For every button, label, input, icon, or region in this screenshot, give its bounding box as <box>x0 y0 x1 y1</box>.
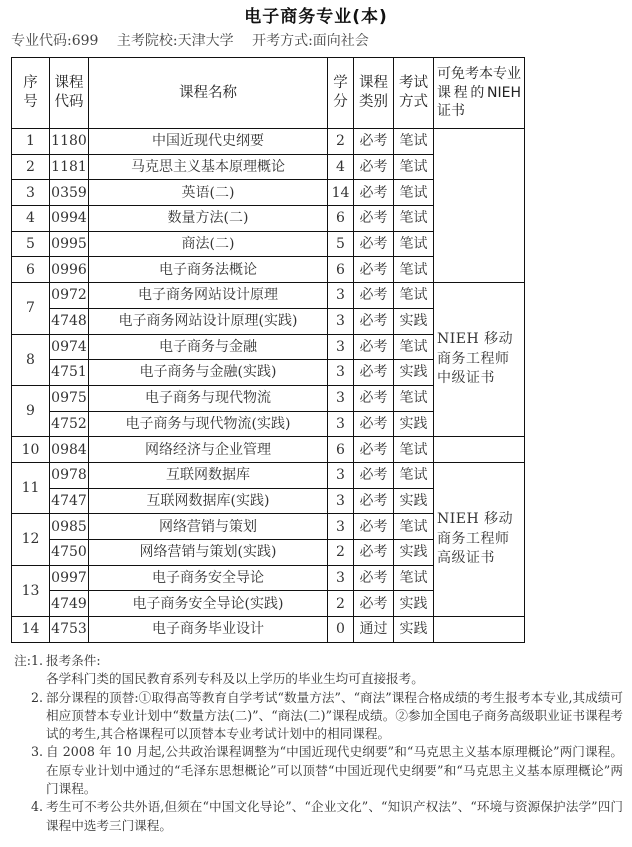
major-code: 专业代码:699 <box>11 33 99 49</box>
cell-type: 必考 <box>354 411 394 437</box>
cell-credit: 3 <box>328 462 354 488</box>
cell-type: 必考 <box>354 206 394 232</box>
cell-seq: 10 <box>12 437 50 463</box>
cell-seq: 4 <box>12 206 50 232</box>
cell-exam: 实践 <box>394 308 434 334</box>
cell-exam: 实践 <box>394 488 434 514</box>
header-seq: 序号 <box>12 58 50 129</box>
cell-exam: 笔试 <box>394 231 434 257</box>
cell-code: 0975 <box>50 385 89 411</box>
cell-code: 0972 <box>50 283 89 309</box>
table-row <box>12 462 525 488</box>
cell-type: 必考 <box>354 514 394 540</box>
cell-code: 0359 <box>50 180 89 206</box>
cell-name: 电子商务网站设计原理(实践) <box>89 308 328 334</box>
cell-name: 互联网数据库(实践) <box>89 488 328 514</box>
cell-name: 商法(二) <box>89 231 328 257</box>
cell-credit: 5 <box>328 231 354 257</box>
cell-seq: 13 <box>12 565 50 616</box>
cell-name: 电子商务与金融(实践) <box>89 360 328 386</box>
cell-seq: 3 <box>12 180 50 206</box>
cell-credit: 3 <box>328 334 354 360</box>
cell-code: 4751 <box>50 360 89 386</box>
cell-code: 0997 <box>50 565 89 591</box>
course-plan-table <box>11 57 525 643</box>
cell-code: 0978 <box>50 462 89 488</box>
cell-type: 必考 <box>354 385 394 411</box>
cell-type: 必考 <box>354 462 394 488</box>
table-row <box>12 617 525 643</box>
cell-name: 网络营销与策划(实践) <box>89 540 328 566</box>
header-code: 课程代码 <box>50 58 89 129</box>
cell-name: 电子商务毕业设计 <box>89 617 328 643</box>
cell-code: 4753 <box>50 617 89 643</box>
cell-credit: 0 <box>328 617 354 643</box>
cell-code: 0994 <box>50 206 89 232</box>
cell-type: 必考 <box>354 334 394 360</box>
cell-name: 电子商务与现代物流 <box>89 385 328 411</box>
cell-exam: 笔试 <box>394 154 434 180</box>
cell-type: 必考 <box>354 360 394 386</box>
cell-exam: 笔试 <box>394 129 434 155</box>
cell-cert-empty <box>434 617 525 643</box>
cell-credit: 3 <box>328 565 354 591</box>
table-header-row <box>12 58 525 129</box>
cell-seq: 9 <box>12 385 50 436</box>
cell-type: 必考 <box>354 308 394 334</box>
cell-cert-empty <box>434 129 525 283</box>
cell-credit: 3 <box>328 360 354 386</box>
table-row <box>12 129 525 155</box>
cell-type: 必考 <box>354 231 394 257</box>
cell-name: 电子商务安全导论(实践) <box>89 591 328 617</box>
cell-name: 马克思主义基本原理概论 <box>89 154 328 180</box>
cell-exam: 笔试 <box>394 437 434 463</box>
cell-exam: 笔试 <box>394 565 434 591</box>
cell-type: 必考 <box>354 488 394 514</box>
cell-exam: 笔试 <box>394 257 434 283</box>
cell-code: 4749 <box>50 591 89 617</box>
cell-credit: 2 <box>328 591 354 617</box>
cell-code: 0984 <box>50 437 89 463</box>
cell-name: 网络经济与企业管理 <box>89 437 328 463</box>
cell-exam: 笔试 <box>394 462 434 488</box>
cell-exam: 实践 <box>394 591 434 617</box>
cell-exam: 笔试 <box>394 283 434 309</box>
cell-type: 通过 <box>354 617 394 643</box>
cell-credit: 3 <box>328 385 354 411</box>
cell-name: 英语(二) <box>89 180 328 206</box>
cell-credit: 3 <box>328 411 354 437</box>
cell-seq: 2 <box>12 154 50 180</box>
cell-type: 必考 <box>354 129 394 155</box>
note-1-heading: 报考条件: <box>46 653 101 668</box>
notes-prefix: 注: <box>14 653 31 668</box>
cell-type: 必考 <box>354 540 394 566</box>
cell-name: 中国近现代史纲要 <box>89 129 328 155</box>
cell-credit: 6 <box>328 437 354 463</box>
cell-code: 4752 <box>50 411 89 437</box>
header-type: 课程类别 <box>354 58 394 129</box>
header-credit: 学分 <box>328 58 354 129</box>
cell-type: 必考 <box>354 154 394 180</box>
note-4-body: 考生可不考公共外语,但须在“中国文化导论”、“企业文化”、“知识产权法”、“环境与资源保护法学”四门课程中选考三门课程。 <box>46 799 623 833</box>
cell-exam: 笔试 <box>394 385 434 411</box>
note-2: 2. 部分课程的顶替:①取得高等教育自学考试“数量方法”、“商法”课程合格成绩的考生报考本专业,其成绩可相应顶替本专业计划中“数量方法(二)”、“商法(二)”课程成绩。②参加全国电子商务高级职业证书课程考试的考生,其合格课程可以顶替本专业考试计划中的相同课程。 <box>11 689 623 744</box>
cell-code: 4747 <box>50 488 89 514</box>
cell-credit: 3 <box>328 488 354 514</box>
cell-type: 必考 <box>354 283 394 309</box>
cell-name: 电子商务网站设计原理 <box>89 283 328 309</box>
cell-exam: 实践 <box>394 360 434 386</box>
cell-credit: 6 <box>328 257 354 283</box>
cell-exam: 实践 <box>394 540 434 566</box>
cell-credit: 14 <box>328 180 354 206</box>
cell-type: 必考 <box>354 591 394 617</box>
exam-school: 主考院校:天津大学 <box>116 33 234 49</box>
major-meta <box>11 30 383 50</box>
cell-cert-advanced: NIEH 移动商务工程师高级证书 <box>434 462 525 616</box>
header-exam: 考试方式 <box>394 58 434 129</box>
cell-code: 4750 <box>50 540 89 566</box>
cell-code: 1181 <box>50 154 89 180</box>
cell-code: 0985 <box>50 514 89 540</box>
cell-type: 必考 <box>354 565 394 591</box>
cell-name: 电子商务与现代物流(实践) <box>89 411 328 437</box>
cell-type: 必考 <box>354 257 394 283</box>
cell-credit: 3 <box>328 308 354 334</box>
note-3: 3. 自 2008 年 10 月起,公共政治课程调整为“中国近现代史纲要”和“马克思主义基本原理概论”两门课程。在原专业计划中通过的“毛泽东思想概论”可以顶替“中国近现代史纲要”和“马克思主义基本原理概论”两门课程。 <box>11 743 623 798</box>
cell-name: 电子商务法概论 <box>89 257 328 283</box>
cell-seq: 12 <box>12 514 50 565</box>
cell-code: 0974 <box>50 334 89 360</box>
cell-exam: 笔试 <box>394 180 434 206</box>
cell-seq: 6 <box>12 257 50 283</box>
cell-credit: 6 <box>328 206 354 232</box>
table-row <box>12 283 525 309</box>
cell-code: 0996 <box>50 257 89 283</box>
note-4: 4. 考生可不考公共外语,但须在“中国文化导论”、“企业文化”、“知识产权法”、“环境与资源保护法学”四门课程中选考三门课程。 <box>11 798 623 835</box>
cell-code: 1180 <box>50 129 89 155</box>
cell-credit: 4 <box>328 154 354 180</box>
cell-name: 互联网数据库 <box>89 462 328 488</box>
cell-name: 电子商务安全导论 <box>89 565 328 591</box>
note-1-body: 各学科门类的国民教育系列专科及以上学历的毕业生均可直接报考。 <box>46 671 424 687</box>
cell-code: 0995 <box>50 231 89 257</box>
cell-exam: 笔试 <box>394 334 434 360</box>
cell-seq: 7 <box>12 283 50 334</box>
cell-cert-empty <box>434 437 525 463</box>
cell-type: 必考 <box>354 437 394 463</box>
notes-section <box>11 652 623 835</box>
cell-seq: 14 <box>12 617 50 643</box>
header-name: 课程名称 <box>89 58 328 129</box>
note-1: 注:1. 报考条件: <box>11 652 623 670</box>
exam-mode: 开考方式:面向社会 <box>252 33 369 49</box>
cell-seq: 8 <box>12 334 50 385</box>
cell-seq: 11 <box>12 462 50 513</box>
cell-type: 必考 <box>354 180 394 206</box>
cell-name: 电子商务与金融 <box>89 334 328 360</box>
cell-exam: 实践 <box>394 411 434 437</box>
cell-credit: 3 <box>328 514 354 540</box>
cell-exam: 笔试 <box>394 514 434 540</box>
cell-exam: 实践 <box>394 617 434 643</box>
cell-credit: 2 <box>328 540 354 566</box>
cell-cert-intermediate: NIEH 移动商务工程师中级证书 <box>434 283 525 437</box>
header-cert: 可免考本专业课程的NIEH证书 <box>434 58 525 129</box>
cell-name: 数量方法(二) <box>89 206 328 232</box>
cell-credit: 2 <box>328 129 354 155</box>
cell-exam: 笔试 <box>394 206 434 232</box>
note-2-body: 部分课程的顶替:①取得高等教育自学考试“数量方法”、“商法”课程合格成绩的考生报考本专业,其成绩可相应顶替本专业计划中“数量方法(二)”、“商法(二)”课程成绩。②参加全国电子商务高级职业证书课程考试的考生,其合格课程可以顶替本专业考试计划中的相同课程。 <box>46 689 623 742</box>
cell-credit: 3 <box>328 283 354 309</box>
cell-seq: 5 <box>12 231 50 257</box>
cell-seq: 1 <box>12 129 50 155</box>
note-3-body: 自 2008 年 10 月起,公共政治课程调整为“中国近现代史纲要”和“马克思主义基本原理概论”两门课程。在原专业计划中通过的“毛泽东思想概论”可以顶替“中国近现代史纲要”和“马克思主义基本原理概论”两门课程。 <box>46 744 623 797</box>
cell-code: 4748 <box>50 308 89 334</box>
cell-name: 网络营销与策划 <box>89 514 328 540</box>
table-row <box>12 437 525 463</box>
page-title: 电子商务专业(本) <box>244 7 388 27</box>
